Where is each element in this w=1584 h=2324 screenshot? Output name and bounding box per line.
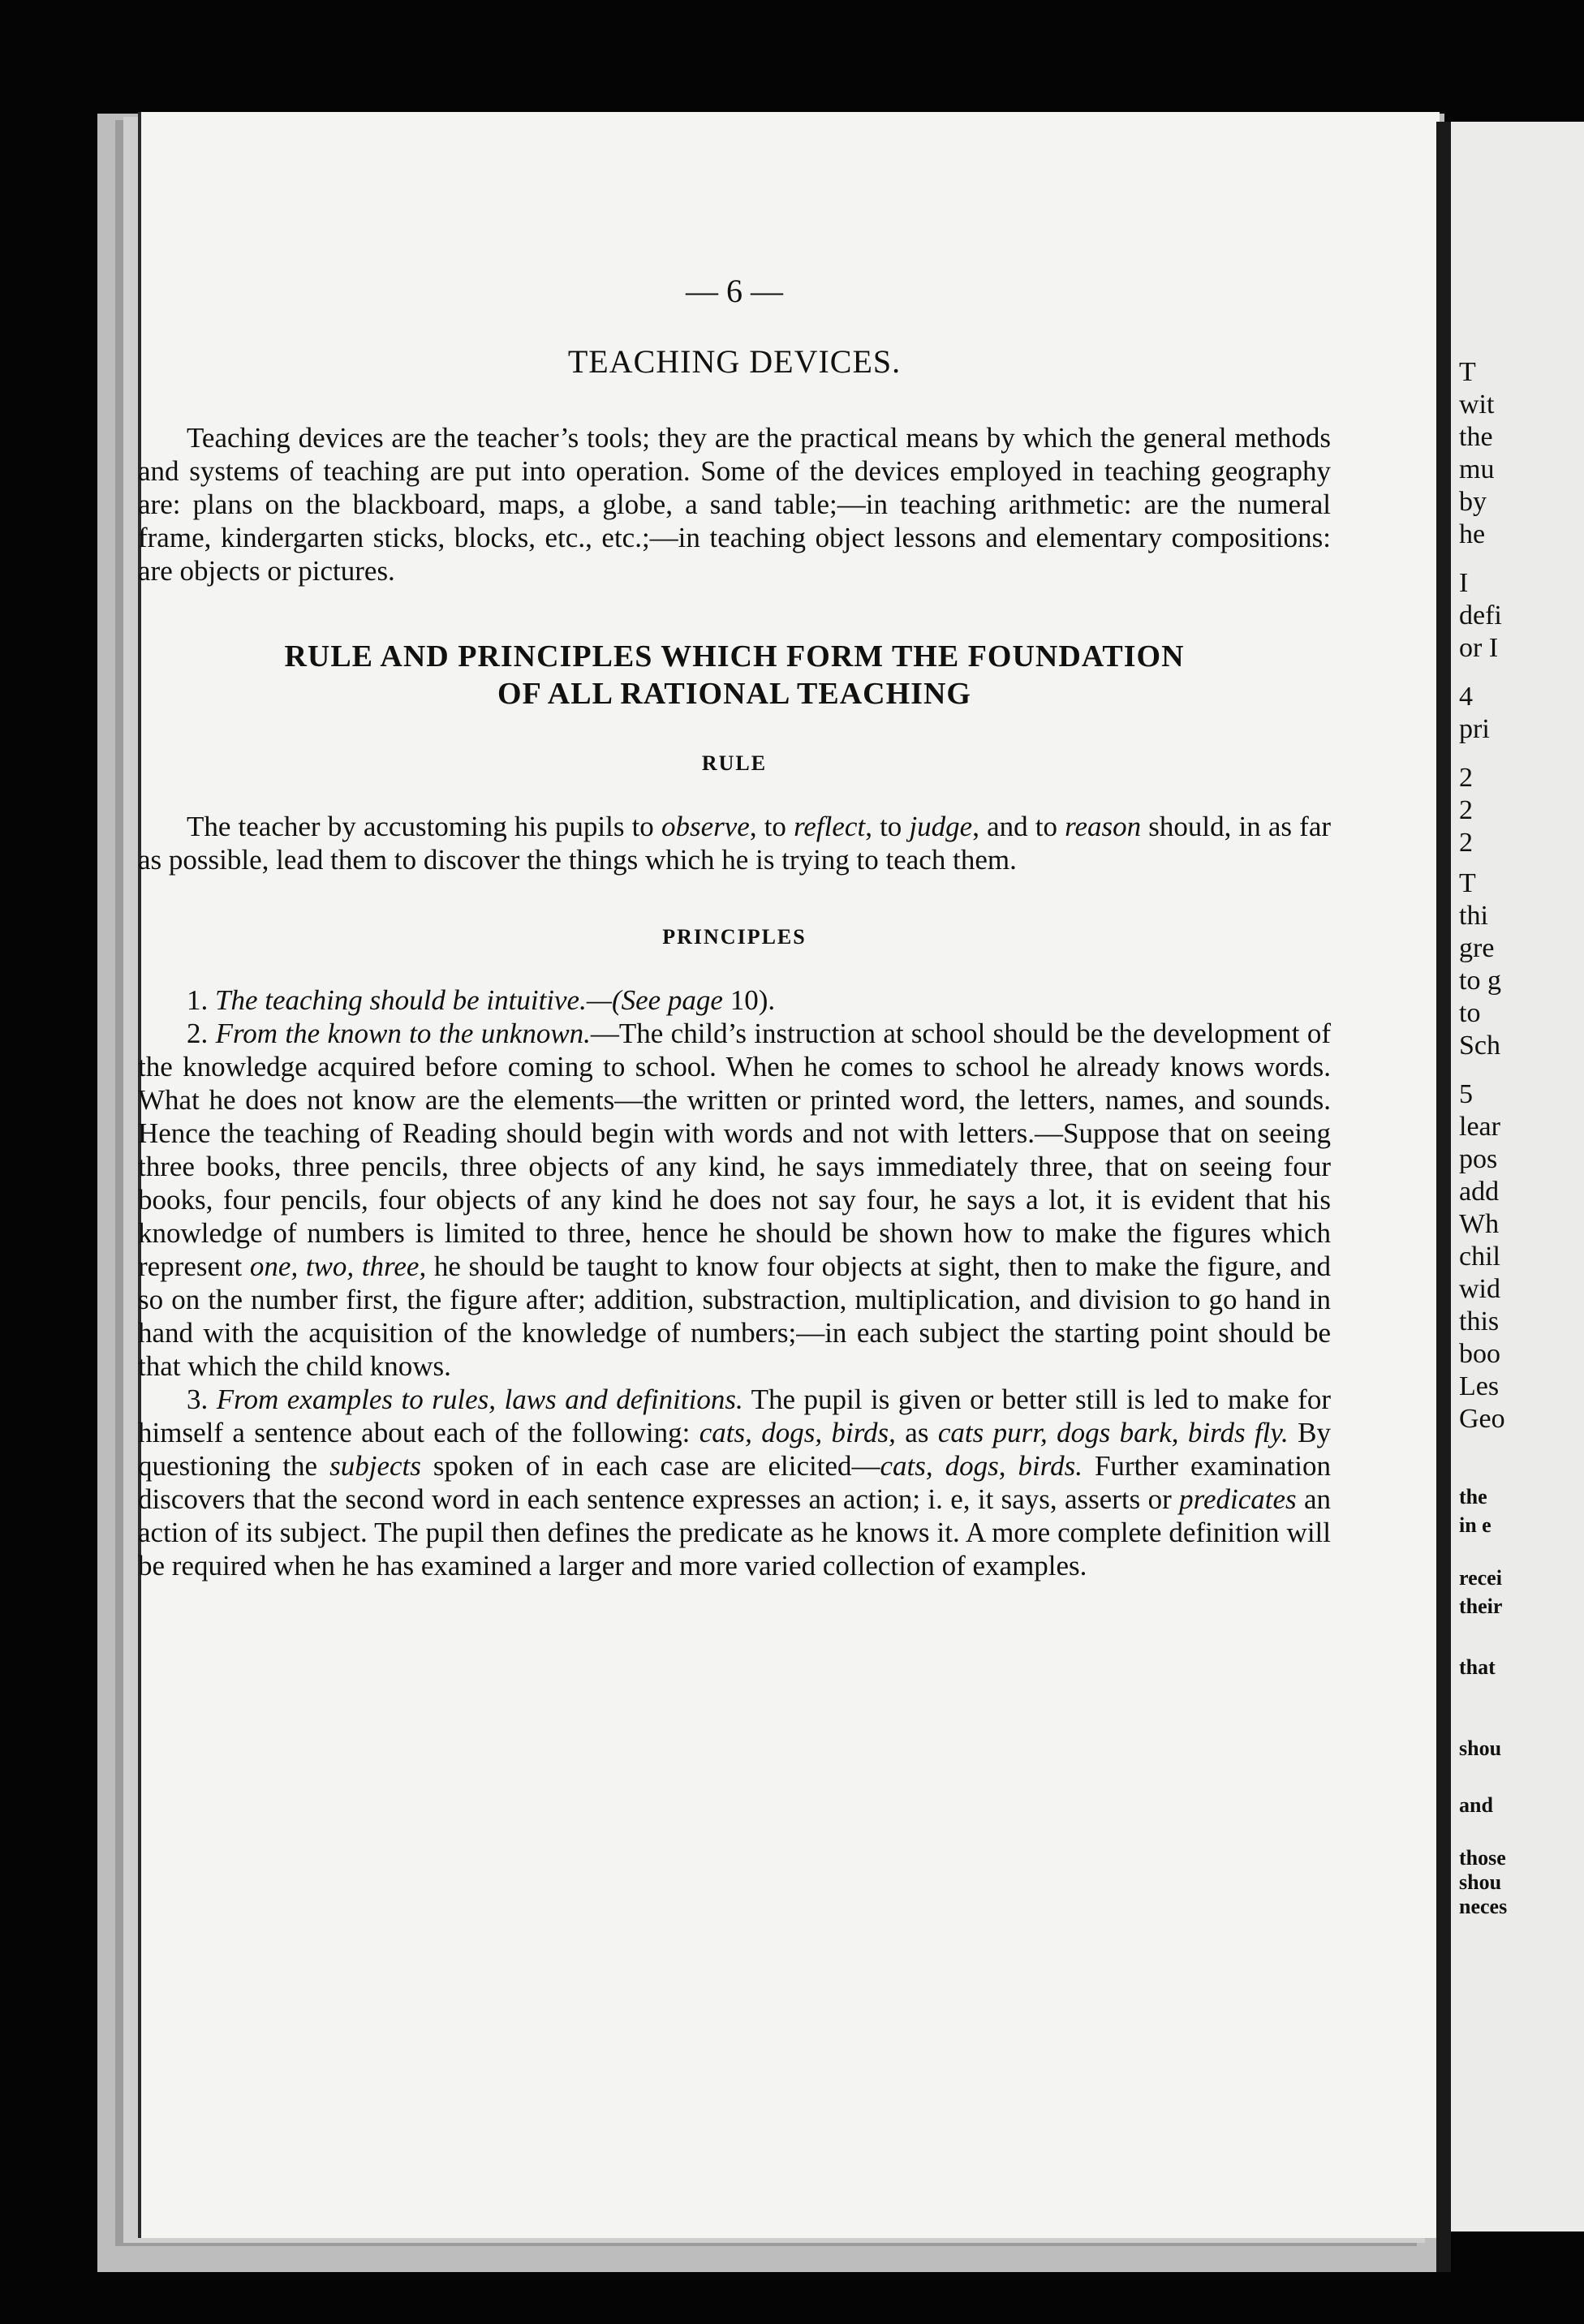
emphasis-observe: observe	[661, 811, 750, 842]
text-run: , and to	[972, 811, 1065, 842]
facing-line: wit	[1459, 389, 1495, 420]
facing-line: I	[1459, 568, 1469, 598]
text-run: By questioning the	[138, 1417, 1331, 1482]
facing-line: 2	[1459, 763, 1473, 793]
facing-line: 5	[1459, 1079, 1473, 1109]
facing-line: he	[1459, 519, 1486, 549]
emphasis-reason: reason	[1065, 811, 1142, 842]
principle-statement: The teaching should be intuitive.—(See page	[215, 984, 723, 1016]
facing-footnote-line: in e	[1459, 1513, 1491, 1537]
emphasis-judge: judge	[909, 811, 973, 842]
facing-footnote-line: neces	[1459, 1895, 1508, 1918]
facing-line: Les	[1459, 1371, 1500, 1401]
text-run: , to	[865, 811, 910, 842]
facing-line: to	[1459, 998, 1481, 1028]
principle-statement: From examples to rules, laws and definitions.	[216, 1384, 743, 1415]
book-gutter	[1436, 122, 1451, 2272]
facing-line: lear	[1459, 1112, 1500, 1142]
facing-line: mu	[1459, 454, 1495, 484]
text-run: he should be taught to know four objects at sight, then to make the figure, and so on the number first, the figure after; addition, substraction, multiplication, and division to go hand in hand with the acquisition of the knowledge of numbers;—in each subject the starting point should be that which the child knows.	[138, 1250, 1332, 1382]
text-run: spoken of in each case are elicited—	[420, 1450, 880, 1482]
teaching-devices-paragraph: Teaching devices are the teacher’s tools; they are the practical means by which the general methods and systems of teaching are put into operation. Some of the devices employed in teaching geography are: plans on the blackboard, maps, a globe, a sand table;—in teaching arithmetic: are the numeral frame, kindergarten sticks, blocks, etc., etc.;—in teaching object lessons and elementary compositions: are objects or pictures.	[138, 422, 1331, 587]
facing-page-fragment	[1451, 122, 1584, 2231]
facing-line: Geo	[1459, 1404, 1505, 1434]
emphasis-predicates: predicates	[1179, 1483, 1297, 1515]
text-run: should, in as far as possible, lead them to discover the things which he is trying to teach them.	[138, 811, 1332, 876]
emphasis-subjects: subjects	[329, 1450, 421, 1482]
rule-heading: RULE	[701, 751, 768, 775]
facing-line: thi	[1459, 901, 1488, 931]
facing-line: chil	[1459, 1242, 1500, 1272]
facing-footnote-line: recei	[1459, 1566, 1502, 1590]
text-run: The pupil is given or better still is led to make for himself a sentence about each of the following:	[138, 1384, 1331, 1448]
text-run: —The child’s instruction at school should be the development of the knowledge acquired before coming to school. When he comes to school he already knows words. What he does not know are the elements—the written or printed word, the letters, names, and sounds. Hence the teaching of Reading should begin with words and not with letters.—Suppose that on seeing three books, three pencils, three objects of any kind, he says immediately three, that on seeing four books, four pencils, four objects of any kind he does not say four, he says a lot, it is evident that his knowledge of numbers is limited to three, hence he should be shown how to make the figures which represent	[138, 1018, 1331, 1282]
text-run: an action of its subject. The pupil then defines the predicate as he knows it. A more complete definition will be required when he has examined a larger and more varied collection of examples.	[138, 1483, 1331, 1582]
section-title-line: RULE AND PRINCIPLES WHICH FORM THE FOUNDATION	[284, 639, 1185, 674]
facing-line: boo	[1459, 1339, 1500, 1369]
facing-line: gre	[1459, 933, 1495, 963]
facing-line: T	[1459, 868, 1476, 898]
text-run: , to	[749, 811, 794, 842]
facing-line: 4	[1459, 682, 1473, 712]
section-title-rule-and-principles	[138, 638, 1331, 712]
facing-line: pri	[1459, 714, 1490, 744]
facing-footnote-line: shou	[1459, 1737, 1502, 1760]
text-run: Further examination discovers that the second word in each sentence expresses an action; i. e, it says, asserts or	[138, 1450, 1332, 1515]
facing-line: or I	[1459, 633, 1499, 663]
emphasis-reflect: reflect	[794, 811, 866, 842]
principles-heading: PRINCIPLES	[662, 925, 807, 949]
page-number: — 6 —	[686, 273, 783, 309]
facing-footnote-line: that	[1459, 1655, 1496, 1679]
facing-line: by	[1459, 487, 1487, 517]
emphasis-example: cats, dogs, birds.	[880, 1450, 1083, 1482]
facing-line: to g	[1459, 966, 1501, 996]
principle-number: 1.	[187, 984, 215, 1016]
facing-footnote-line: and	[1459, 1793, 1493, 1817]
facing-line: the	[1459, 422, 1493, 452]
facing-line: T	[1459, 357, 1476, 387]
principle-1	[138, 983, 1331, 1017]
principle-number: 2.	[187, 1018, 216, 1049]
facing-line: 2	[1459, 795, 1473, 825]
section-title-line: OF ALL RATIONAL TEACHING	[497, 677, 971, 711]
facing-line: Sch	[1459, 1031, 1500, 1061]
principle-number: 3.	[187, 1384, 217, 1415]
section-title-teaching-devices: TEACHING DEVICES.	[567, 343, 902, 380]
emphasis-example: cats purr, dogs bark, birds fly.	[937, 1417, 1289, 1448]
facing-footnote-line: their	[1459, 1595, 1503, 1618]
facing-line: add	[1459, 1177, 1500, 1207]
facing-line: wid	[1459, 1274, 1500, 1304]
facing-footnote-line: those	[1459, 1846, 1506, 1870]
text-run: as	[895, 1417, 938, 1448]
text-run: The teacher by accustoming his pupils to	[187, 811, 661, 842]
facing-line: defi	[1459, 600, 1502, 630]
facing-line: Wh	[1459, 1209, 1500, 1239]
text-run: 10).	[722, 984, 776, 1016]
emphasis-example: cats, dogs, birds,	[699, 1417, 896, 1448]
principle-statement: From the known to the unknown.	[215, 1018, 591, 1049]
page-content	[138, 272, 1331, 1582]
facing-footnote-line: shou	[1459, 1870, 1502, 1894]
principle-3	[138, 1383, 1331, 1582]
facing-line: this	[1459, 1306, 1500, 1336]
rule-paragraph	[138, 810, 1331, 876]
emphasis-one-two-three: one, two, three,	[249, 1250, 427, 1282]
facing-footnote-line: the	[1459, 1485, 1487, 1508]
facing-line: pos	[1459, 1144, 1498, 1174]
facing-line: 2	[1459, 828, 1473, 858]
principle-2	[138, 1017, 1331, 1383]
